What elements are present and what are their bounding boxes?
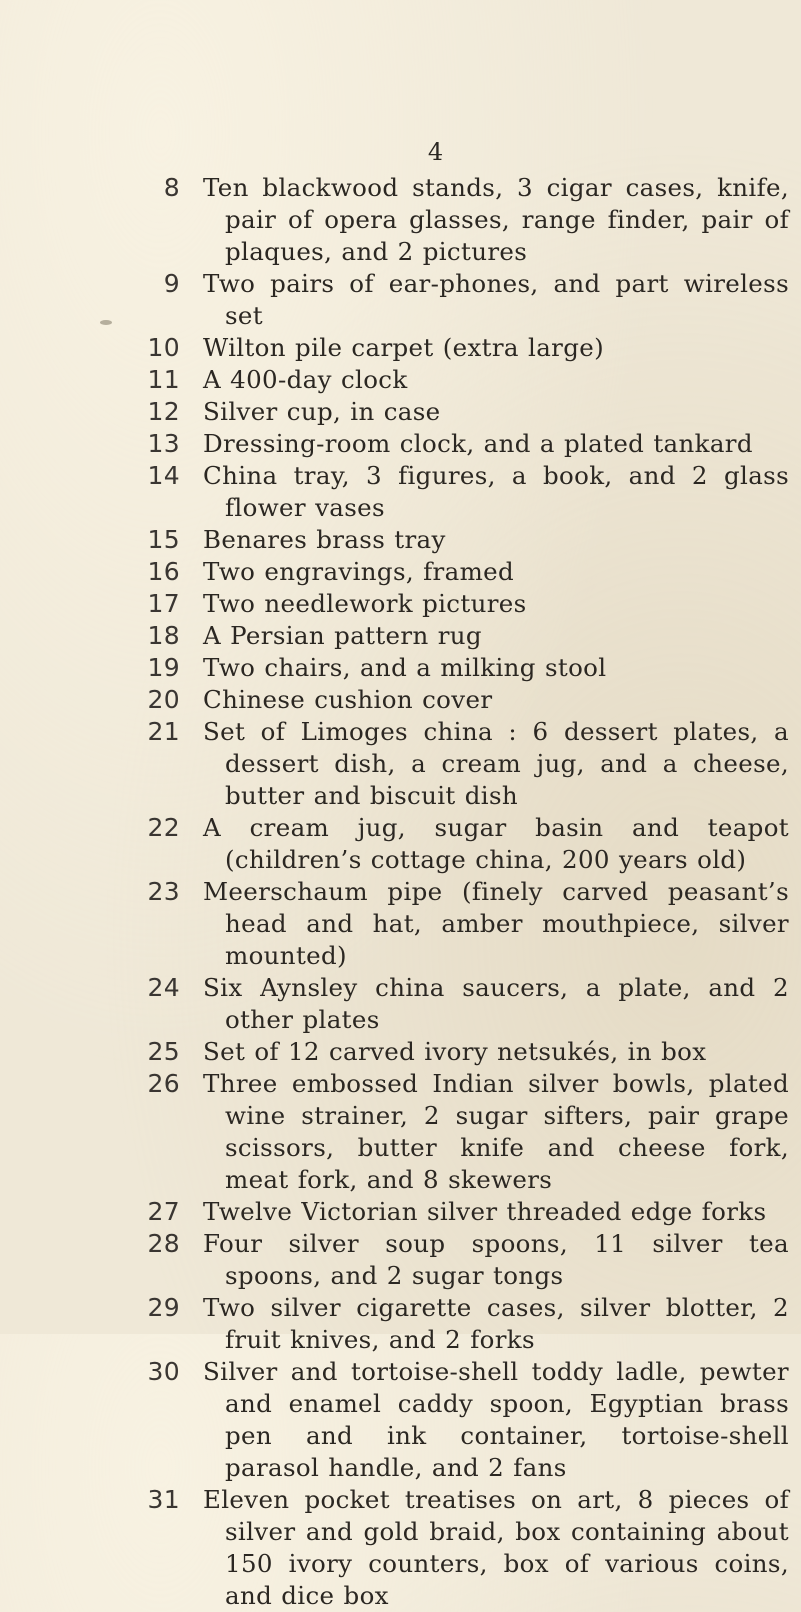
lot-number: 31	[147, 1485, 180, 1514]
lot-description: Two chairs, and a milking stool	[203, 653, 607, 682]
lot-item	[0, 1036, 801, 1068]
lot-item	[0, 716, 801, 812]
lot-number: 22	[147, 813, 180, 842]
lot-description: Benares brass tray	[203, 525, 446, 554]
lot-item	[0, 1068, 801, 1196]
lot-number: 9	[163, 269, 180, 298]
lot-description: Two pairs of ear-phones, and part wireless set	[203, 269, 789, 330]
lot-item	[0, 428, 801, 460]
lot-number: 10	[147, 333, 180, 362]
lot-number: 15	[147, 525, 180, 554]
lot-description: Dressing-room clock, and a plated tankard	[203, 429, 753, 458]
lot-number: 8	[163, 173, 180, 202]
lot-number: 13	[147, 429, 180, 458]
lot-number: 11	[147, 365, 180, 394]
lot-number: 26	[147, 1069, 180, 1098]
lot-description: Set of Limoges china : 6 dessert plates, a dessert dish, a cream jug, and a cheese, butter and biscuit dish	[203, 717, 789, 810]
lot-number: 16	[147, 557, 180, 586]
lot-number: 24	[147, 973, 180, 1002]
lot-number: 21	[147, 717, 180, 746]
lot-number: 12	[147, 397, 180, 426]
lot-item	[0, 876, 801, 972]
lot-item	[0, 1196, 801, 1228]
lot-number: 28	[147, 1229, 180, 1258]
lot-description: Ten blackwood stands, 3 cigar cases, knife, pair of opera glasses, range finder, pair of plaques, and 2 pictures	[203, 173, 789, 266]
lot-item	[0, 524, 801, 556]
lot-number: 25	[147, 1037, 180, 1066]
lot-item	[0, 364, 801, 396]
lot-item	[0, 812, 801, 876]
lot-description: Two silver cigarette cases, silver blotter, 2 fruit knives, and 2 forks	[203, 1293, 789, 1354]
lot-item	[0, 588, 801, 620]
lot-description: Silver cup, in case	[203, 397, 441, 426]
lot-description: Wilton pile carpet (extra large)	[203, 333, 605, 362]
lot-description: Twelve Victorian silver threaded edge forks	[203, 1197, 767, 1226]
lot-description: Four silver soup spoons, 11 silver tea spoons, and 2 sugar tongs	[203, 1229, 789, 1290]
lot-description: Three embossed Indian silver bowls, plated wine strainer, 2 sugar sifters, pair grape scissors, butter knife and cheese fork, meat fork, and 8 skewers	[203, 1069, 789, 1194]
lot-number: 29	[147, 1293, 180, 1322]
lot-item	[0, 268, 801, 332]
lot-item	[0, 652, 801, 684]
lot-item	[0, 620, 801, 652]
lot-item	[0, 684, 801, 716]
lot-description: A Persian pattern rug	[203, 621, 482, 650]
lot-description: Set of 12 carved ivory netsukés, in box	[203, 1037, 707, 1066]
lot-description: Two needlework pictures	[203, 589, 527, 618]
lot-item	[0, 332, 801, 364]
lot-item	[0, 972, 801, 1036]
lot-item	[0, 1228, 801, 1292]
lot-description: Eleven pocket treatises on art, 8 pieces of silver and gold braid, box containing about 150 ivory counters, box of various coins, and dice box	[203, 1485, 789, 1610]
lot-list	[0, 172, 801, 1612]
lot-number: 14	[147, 461, 180, 490]
lot-item	[0, 172, 801, 268]
lot-item	[0, 1292, 801, 1356]
lot-item	[0, 1484, 801, 1612]
lot-number: 19	[147, 653, 180, 682]
lot-item	[0, 396, 801, 428]
lot-description: China tray, 3 figures, a book, and 2 glass flower vases	[203, 461, 789, 522]
lot-description: A cream jug, sugar basin and teapot (children’s cottage china, 200 years old)	[203, 813, 789, 874]
lot-description: Chinese cushion cover	[203, 685, 493, 714]
lot-item	[0, 1356, 801, 1484]
lot-number: 20	[147, 685, 180, 714]
lot-number: 23	[147, 877, 180, 906]
lot-description: A 400-day clock	[203, 365, 408, 394]
lot-item	[0, 556, 801, 588]
page-number: 4	[427, 138, 444, 166]
lot-number: 18	[147, 621, 180, 650]
lot-description: Silver and tortoise-shell toddy ladle, pewter and enamel caddy spoon, Egyptian brass pen and ink container, tortoise-shell parasol handle, and 2 fans	[203, 1357, 789, 1482]
lot-description: Meerschaum pipe (finely carved peasant’s head and hat, amber mouthpiece, silver mounted)	[203, 877, 789, 970]
lot-number: 30	[147, 1357, 180, 1386]
lot-number: 17	[147, 589, 180, 618]
lot-item	[0, 460, 801, 524]
lot-description: Two engravings, framed	[203, 557, 515, 586]
lot-description: Six Aynsley china saucers, a plate, and 2 other plates	[203, 973, 789, 1034]
lot-number: 27	[147, 1197, 180, 1226]
